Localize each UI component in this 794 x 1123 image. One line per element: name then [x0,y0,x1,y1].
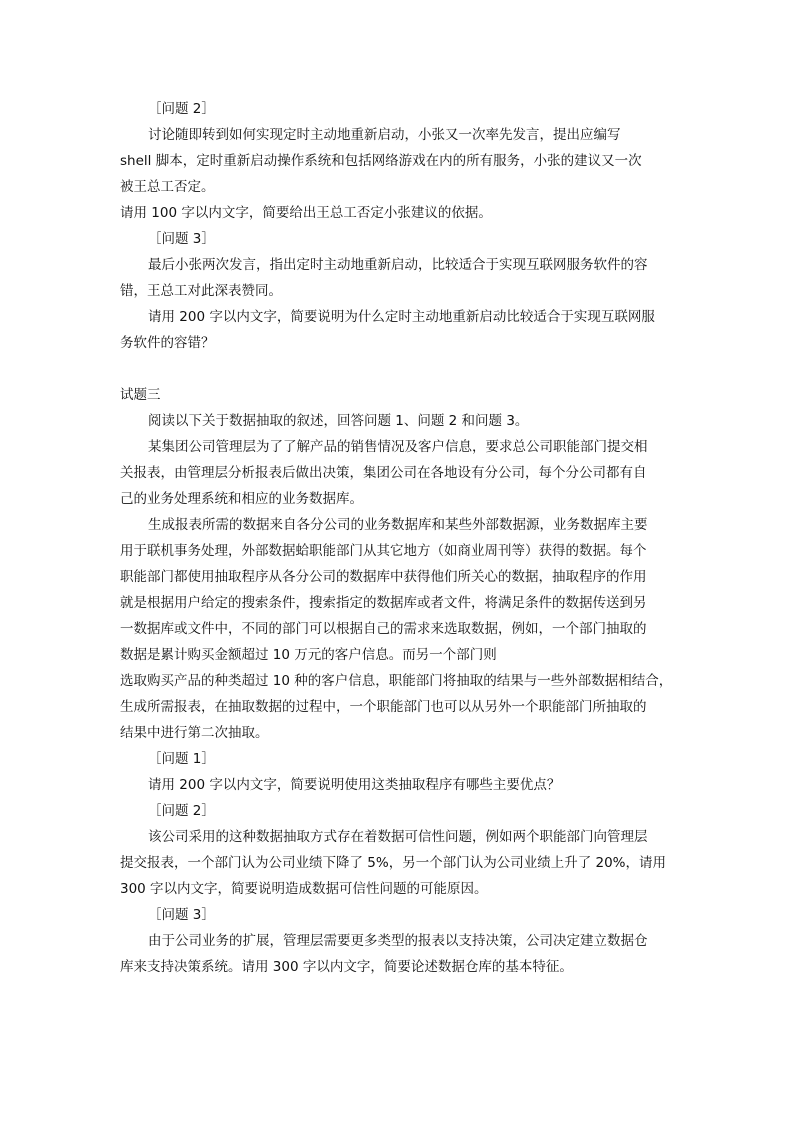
paragraph-1-line: 己的业务处理系统和相应的业务数据库。 [120,491,363,507]
paragraph-2-line: 职能部门都使用抽取程序从各分公司的数据库中获得他们所关心的数据，抽取程序的作用 [120,569,647,585]
paragraph-2-line: 数据是累计购买金额超过 10 万元的客户信息。而另一个部门则 [120,647,497,663]
question-2-paragraph-line: 被王总工否定。 [120,179,215,195]
question-3-label: ［问题 3］ [148,231,215,247]
question-3-paragraph-line: 库来支持决策系统。请用 300 字以内文字，简要论述数据仓库的基本特征。 [120,959,573,975]
section-intro: 阅读以下关于数据抽取的叙述，回答问题 1、问题 2 和问题 3。 [148,413,529,429]
paragraph-2-line: 用于联机事务处理，外部数据蛤职能部门从其它地方（如商业周刊等）获得的数据。每个 [120,543,647,559]
question-3-label: ［问题 3］ [148,907,215,923]
question-3-paragraph-line: 由于公司业务的扩展，管理层需要更多类型的报表以支持决策，公司决定建立数据仓 [148,933,648,949]
paragraph-2-line: 生成报表所需的数据来自各分公司的业务数据库和某些外部数据源，业务数据库主要 [148,517,648,533]
question-2-paragraph-line: shell 脚本，定时重新启动操作系统和包括网络游戏在内的所有服务，小张的建议又一次 [120,153,642,169]
section-title: 试题三 [120,387,161,403]
question-2-paragraph-line: 该公司采用的这种数据抽取方式存在着数据可信性问题，例如两个职能部门向管理层 [148,829,648,845]
paragraph-1-line: 某集团公司管理层为了了解产品的销售情况及客户信息，要求总公司职能部门提交相 [148,439,648,455]
paragraph-2-line: 结果中进行第二次抽取。 [120,725,269,741]
paragraph-2-line: 一数据库或文件中，不同的部门可以根据自己的需求来选取数据，例如，一个部门抽取的 [120,621,647,637]
question-1-requirement: 请用 200 字以内文字，简要说明使用这类抽取程序有哪些主要优点？ [148,777,561,793]
paragraph-2-line: 就是根据用户给定的搜索条件，搜索指定的数据库或者文件，将满足条件的数据传送到另 [120,595,647,611]
paragraph-2-line: 选取购买产品的种类超过 10 种的客户信息，职能部门将抽取的结果与一些外部数据相结合， [120,673,673,689]
question-1-label: ［问题 1］ [148,751,215,767]
question-3-requirement-line: 务软件的容错？ [120,335,215,351]
question-3-paragraph-line: 最后小张两次发言，指出定时主动地重新启动，比较适合于实现互联网服务软件的容 [148,257,648,273]
question-2-label: ［问题 2］ [148,803,215,819]
question-3-paragraph-line: 错，王总工对此深表赞同。 [120,283,282,299]
question-2-paragraph-line: 提交报表，一个部门认为公司业绩下降了 5%，另一个部门认为公司业绩上升了 20%，请用 [120,855,667,871]
paragraph-2-line: 生成所需报表，在抽取数据的过程中，一个职能部门也可以从另外一个职能部门所抽取的 [120,699,647,715]
question-2-paragraph-line: 讨论随即转到如何实现定时主动地重新启动，小张又一次率先发言，提出应编写 [148,127,621,143]
question-2-label: ［问题 2］ [148,101,215,117]
paragraph-1-line: 关报表，由管理层分析报表后做出决策，集团公司在各地设有分公司，每个分公司都有自 [120,465,647,481]
question-2-paragraph-line: 300 字以内文字，简要说明造成数据可信性问题的可能原因。 [120,881,488,897]
question-2-requirement: 请用 100 字以内文字，简要给出王总工否定小张建议的依据。 [120,205,492,221]
question-3-requirement-line: 请用 200 字以内文字，简要说明为什么定时主动地重新启动比较适合于实现互联网服 [148,309,655,325]
